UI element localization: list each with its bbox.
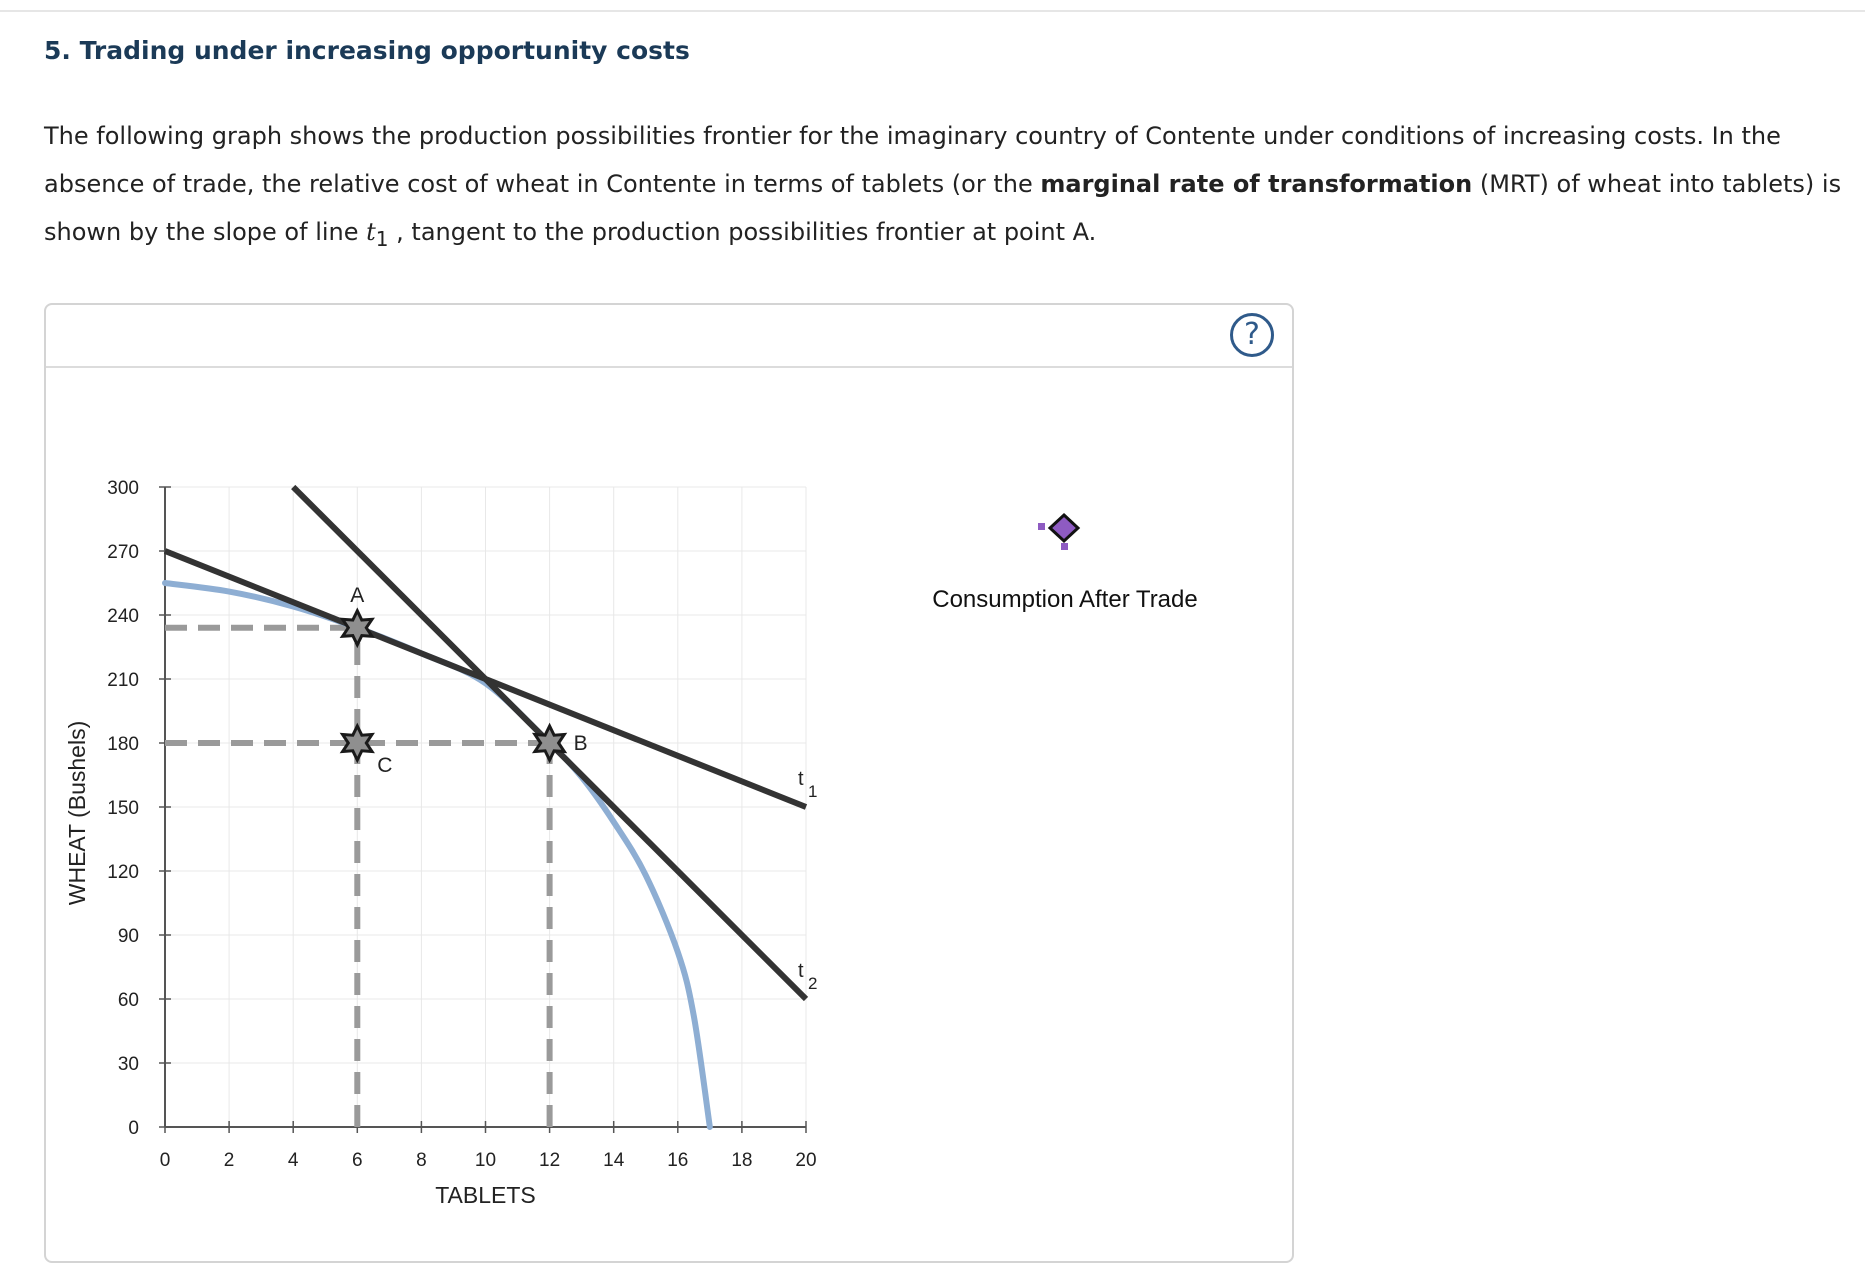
x-tick-label: 4	[287, 1150, 299, 1171]
point-b-label: B	[573, 732, 588, 755]
x-tick-label: 16	[667, 1150, 689, 1171]
x-tick-label: 6	[352, 1150, 363, 1171]
y-tick-label: 150	[107, 798, 139, 819]
t1-label-subscript: 1	[808, 782, 818, 801]
ppf-curve	[165, 583, 710, 1127]
question-text-part2: (MRT) of wheat into tablets) is shown by the slope of line	[44, 170, 1842, 246]
question-text-part3: , tangent to the production possibilities frontier at point A.	[388, 218, 1097, 246]
x-tick-label: 8	[416, 1150, 427, 1171]
t2-label: t	[798, 960, 804, 982]
point-a-label: A	[350, 583, 365, 607]
y-tick-label: 90	[117, 926, 139, 947]
t2-label-subscript: 2	[808, 974, 818, 993]
t1-subscript: 1	[375, 226, 389, 251]
grid	[165, 487, 806, 1127]
point-a[interactable]	[343, 611, 372, 645]
legend-handle-left	[1038, 523, 1045, 530]
question-text-part1: The following graph shows the production possibilities frontier for the imaginary country of Contente under conditions of increasing costs. In the absence of trade, the relative cost of wheat in Contente in terms of tablets (or the	[44, 122, 1781, 198]
y-tick-label: 270	[107, 542, 139, 563]
point-c[interactable]	[343, 726, 372, 760]
point-c-label: C	[377, 754, 393, 777]
y-axis-label: WHEAT (Bushels)	[64, 720, 90, 906]
y-tick-label: 180	[107, 734, 139, 755]
help-button[interactable]: ?	[1230, 313, 1274, 357]
y-tick-label: 0	[128, 1118, 139, 1139]
x-tick-label: 14	[603, 1150, 625, 1171]
x-tick-label: 0	[159, 1150, 171, 1171]
question-title: 5. Trading under increasing opportunity costs	[44, 36, 690, 65]
y-tick-label: 240	[107, 606, 139, 627]
y-tick-label: 210	[107, 670, 139, 691]
mrt-term: marginal rate of transformation	[1040, 170, 1473, 198]
y-tick-label: 30	[117, 1054, 139, 1075]
t1-variable: t	[366, 218, 376, 246]
y-tick-label: 60	[117, 990, 139, 1011]
x-tick-label: 10	[474, 1150, 497, 1171]
x-tick-label: 20	[795, 1150, 817, 1171]
t1-label: t	[798, 768, 804, 790]
labels	[350, 584, 817, 993]
legend-handle-bottom	[1061, 543, 1068, 550]
x-tick-label: 18	[731, 1150, 753, 1171]
y-tick-label: 300	[107, 478, 139, 499]
legend	[1038, 515, 1078, 550]
x-tick-label: 2	[223, 1150, 235, 1171]
consumption-after-trade-marker[interactable]	[1050, 515, 1078, 541]
legend-label: Consumption After Trade	[932, 586, 1198, 613]
y-tick-label: 120	[107, 862, 139, 883]
x-tick-label: 12	[539, 1150, 561, 1171]
x-axis-label: TABLETS	[435, 1182, 536, 1208]
